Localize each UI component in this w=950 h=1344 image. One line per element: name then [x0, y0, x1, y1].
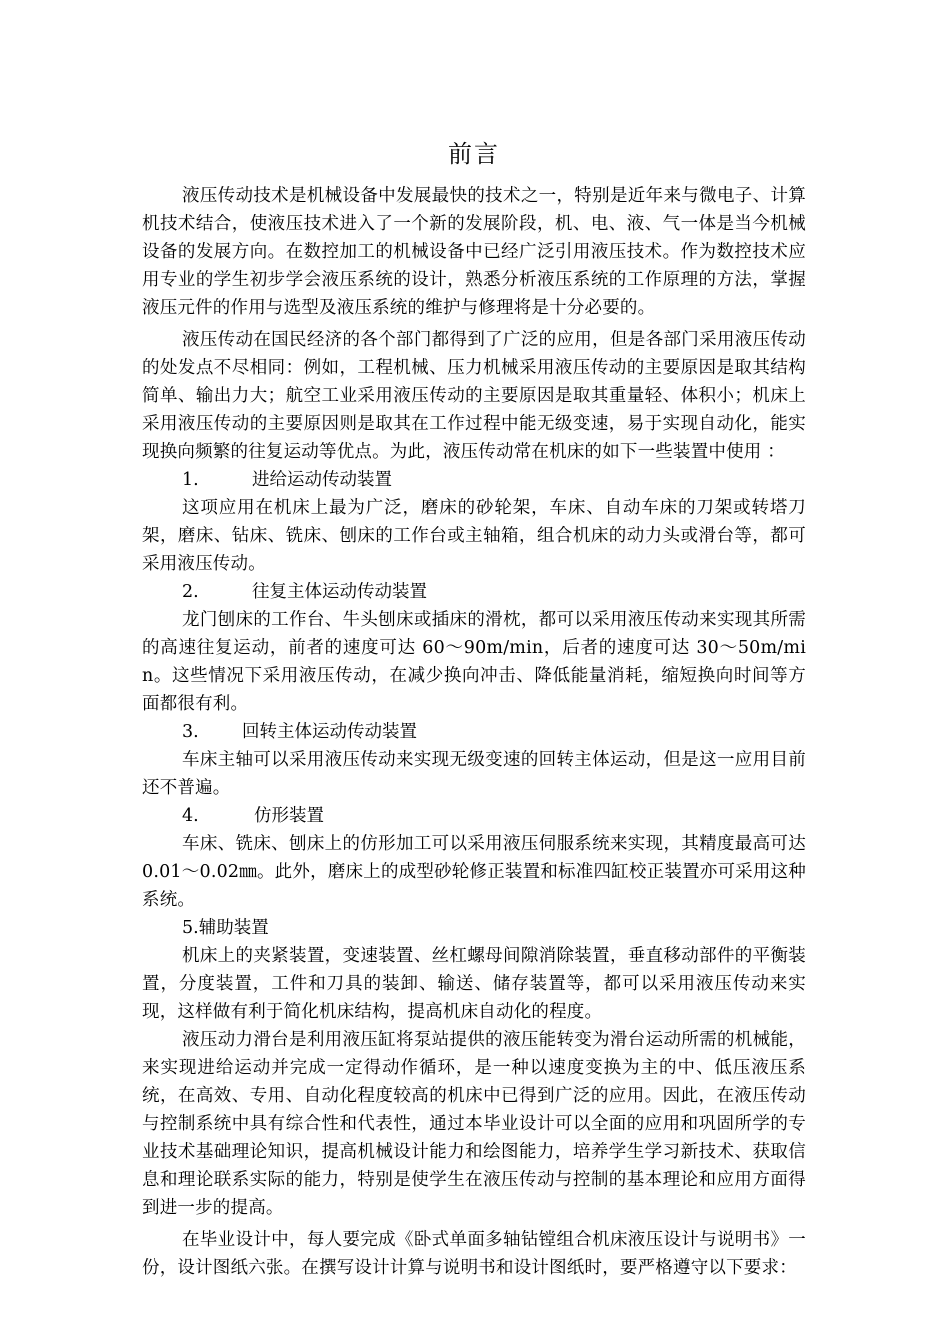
paragraph-feed-motion: 这项应用在机床上最为广泛，磨床的砂轮架，车床、自动车床的刀架或转塔刀架，磨床、钻床、铣床、刨床的工作台或主轴箱，组合机床的动力头或滑台等，都可采用液压传动。	[142, 498, 806, 574]
page-title: 前言	[448, 140, 500, 168]
paragraph-rotary-motion: 车床主轴可以采用液压传动来实现无级变速的回转主体运动，但是这一应用目前还不普遍。	[142, 750, 806, 798]
heading-number: 4.	[182, 806, 199, 826]
heading-profiling	[142, 802, 806, 830]
heading-auxiliary	[142, 914, 806, 942]
heading-feed-motion	[142, 466, 806, 494]
heading-text: 进给运动传动装置	[252, 470, 392, 490]
paragraph-applications: 液压传动在国民经济的各个部门都得到了广泛的应用，但是各部门采用液压传动的处发点不尽相同：例如，工程机械、压力机械采用液压传动的主要原因是取其结构简单、输出力大；航空工业采用液压传动的主要原因是取其重量轻、体积小；机床上采用液压传动的主要原因则是取其在工作过程中能无级变速，易于实现自动化，能实现换向频繁的往复运动等优点。为此，液压传动常在机床的如下一些装置中使用 ：	[142, 330, 806, 462]
heading-text: 辅助装置	[198, 918, 269, 938]
heading-text: 仿形装置	[254, 806, 324, 826]
paragraph-auxiliary: 机床上的夹紧装置，变速装置、丝杠螺母间隙消除装置，垂直移动部件的平衡装置，分度装置，工件和刀具的装卸、输送、储存装置等，都可以采用液压传动来实现，这样做有利于简化机床结构，提高机床自动化的程度。	[142, 946, 806, 1022]
heading-number: 3.	[182, 722, 199, 742]
paragraph-power-slide: 液压动力滑台是利用液压缸将泵站提供的液压能转变为滑台运动所需的机械能，来实现进给运动并完成一定得动作循环，是一种以速度变换为主的中、低压液压系统，在高效、专用、自动化程度较高的机床中已得到广泛的应用。因此，在液压传动与控制系统中具有综合性和代表性，通过本毕业设计可以全面的应用和巩固所学的专业技术基础理论知识，提高机械设计能力和绘图能力，培养学生学习新技术、获取信息和理论联系实际的能力，特别是使学生在液压传动与控制的基本理论和应用方面得到进一步的提高。	[142, 1030, 806, 1218]
heading-rotary-motion	[142, 718, 806, 746]
heading-text: 回转主体运动传动装置	[242, 722, 417, 742]
paragraph-profiling: 车床、铣床、刨床上的仿形加工可以采用液压伺服系统来实现，其精度最高可达 0.01～0.02㎜。此外，磨床上的成型砂轮修正装置和标准四缸校正装置亦可采用这种系统。	[142, 834, 806, 910]
paragraph-intro: 液压传动技术是机械设备中发展最快的技术之一，特别是近年来与微电子、计算机技术结合，使液压技术进入了一个新的发展阶段，机、电、液、气一体是当今机械设备的发展方向。在数控加工的机械设备中已经广泛引用液压技术。作为数控技术应用专业的学生初步学会液压系统的设计，熟悉分析液压系统的工作原理的方法，掌握液压元件的作用与选型及液压系统的维护与修理将是十分必要的。	[142, 186, 806, 318]
paragraph-reciprocating-motion: 龙门刨床的工作台、牛头刨床或插床的滑枕，都可以采用液压传动来实现其所需的高速往复运动，前者的速度可达 60～90m/min，后者的速度可达 30～50m/min。这些情况下采用液压传动，在减少换向冲击、降低能量消耗，缩短换向时间等方面都很有利。	[142, 610, 806, 714]
heading-number: 1.	[182, 470, 199, 490]
heading-number: 5.	[182, 918, 199, 938]
heading-number: 2.	[182, 582, 199, 602]
document-page	[142, 138, 806, 1282]
paragraph-design-requirements: 在毕业设计中，每人要完成《卧式单面多轴钻镗组合机床液压设计与说明书》一份，设计图纸六张。在撰写设计计算与说明书和设计图纸时，要严格遵守以下要求：	[142, 1230, 806, 1278]
heading-text: 往复主体运动传动装置	[252, 582, 427, 602]
heading-reciprocating-motion	[142, 578, 806, 606]
